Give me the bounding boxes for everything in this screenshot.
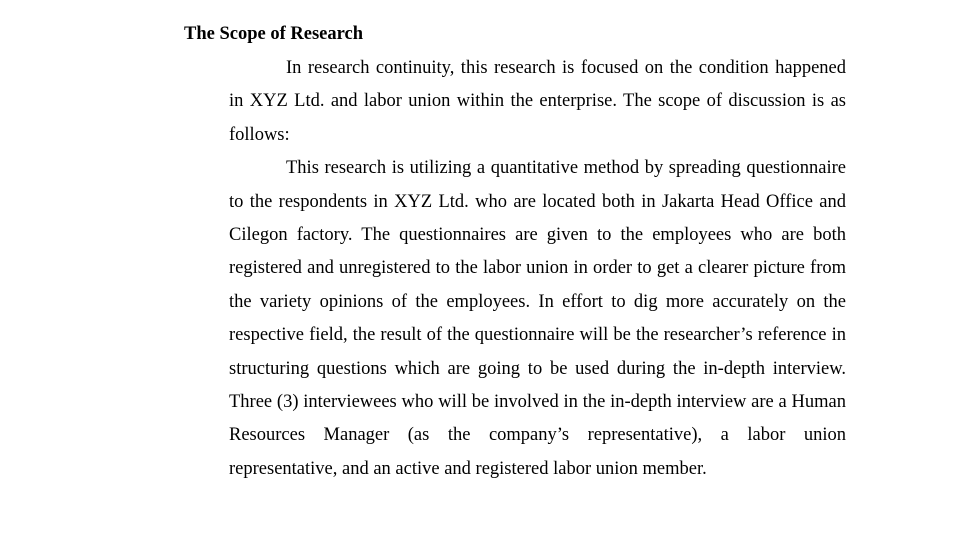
paragraph-intro: In research continuity, this research is focused on the condition happened in XYZ Ltd. and labor union within the enterprise. The scope of discussion is as follows: <box>229 58 846 145</box>
section-body <box>229 52 846 486</box>
section-heading: The Scope of Research <box>184 24 363 44</box>
paragraph-method: This research is utilizing a quantitative method by spreading questionnaire to the respondents in XYZ Ltd. who are located both in Jakarta Head Office and Cilegon factory. The questionnaires are given to the employees who are both registered and unregistered to the labor union in order to get a clearer picture from the variety opinions of the employees. In effort to dig more accurately on the respective field, the result of the questionnaire will be the researcher’s reference in structuring questions which are going to be used during the in-depth interview. Three (3) interviewees who will be involved in the in-depth interview are a Human Resources Manager (as the company’s representative), a labor union representative, and an active and registered labor union member. <box>229 158 846 479</box>
